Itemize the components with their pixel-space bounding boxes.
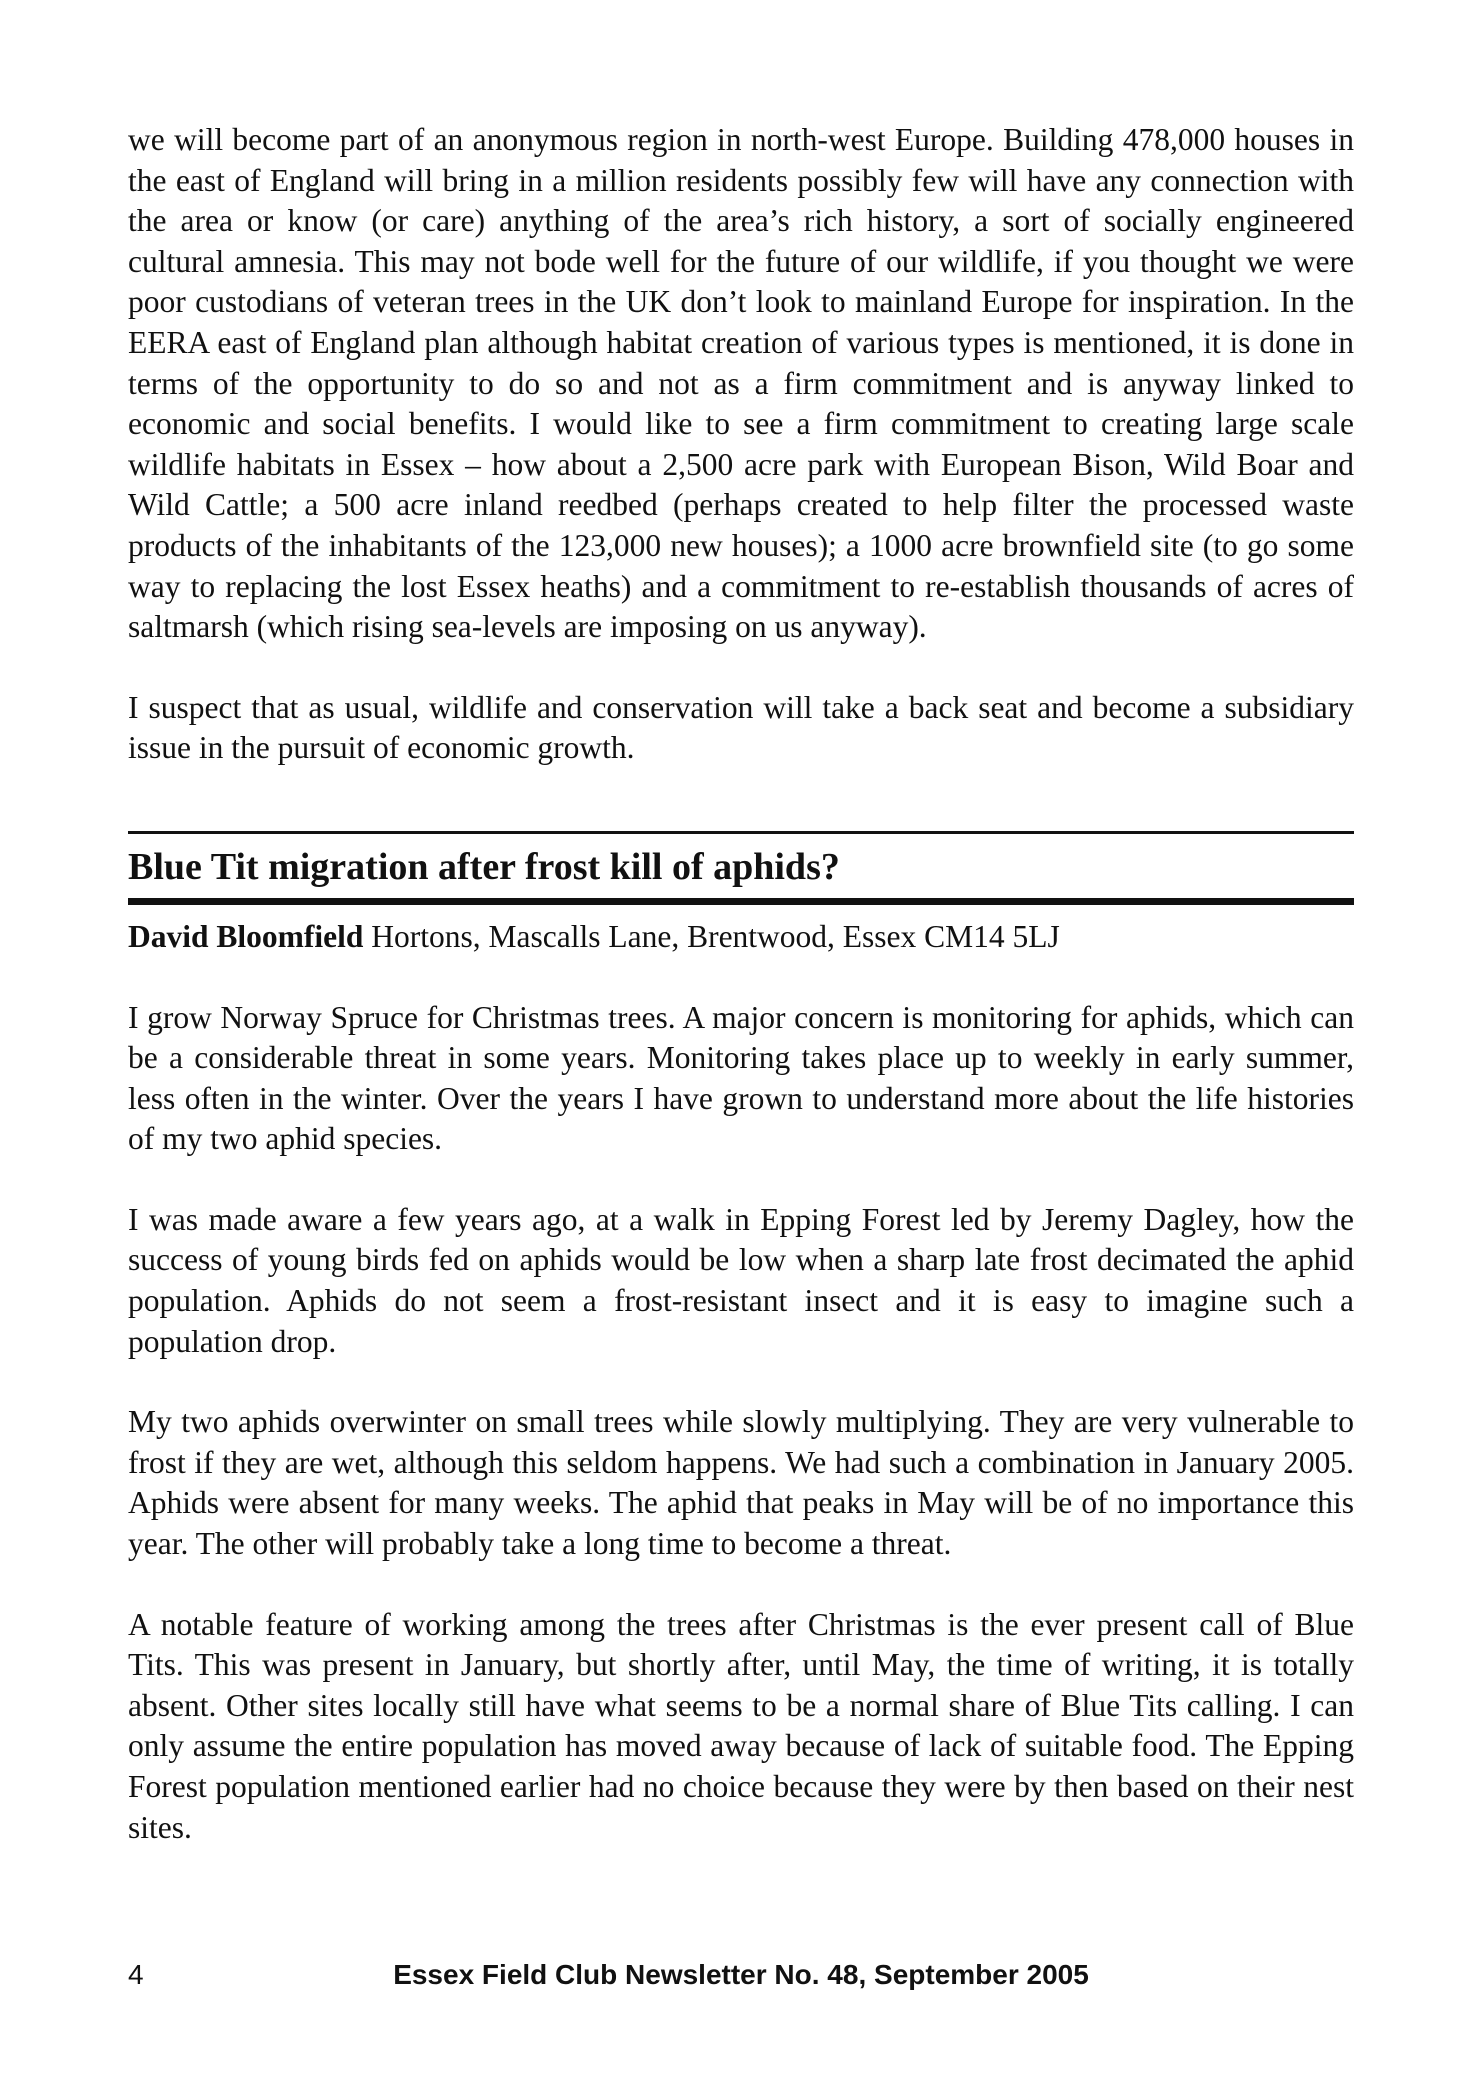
page-footer xyxy=(128,1955,1354,1995)
article-paragraph: I grow Norway Spruce for Christmas trees. A major concern is monitoring for aphids, which can be a considerable threat in some years. Monitoring takes place up to weekly in early summer, less often in the winter. Over the years I have grown to understand more about the life histories of my two aphid species. xyxy=(128,999,1354,1157)
body-paragraph: we will become part of an anonymous region in north-west Europe. Building 478,000 houses in the east of England will bring in a million residents possibly few will have any connection with the area or know (or care) anything of the area’s rich history, a sort of socially engineered cultural amnesia. This may not bode well for the future of our wildlife, if you thought we were poor custodians of veteran trees in the UK don’t look to mainland Europe for inspiration. In the EERA east of England plan although habitat creation of various types is mentioned, it is done in terms of the opportunity to do so and not as a firm commitment and is anyway linked to economic and social benefits. I would like to see a firm commitment to creating large scale wildlife habitats in Essex – how about a 2,500 acre park with European Bison, Wild Boar and Wild Cattle; a 500 acre inland reedbed (perhaps created to help filter the processed waste products of the inhabitants of the 123,000 new houses); a 1000 acre brownfield site (to go some way to replacing the lost Essex heaths) and a commitment to re-establish thousands of acres of saltmarsh (which rising sea-levels are imposing on us anyway). xyxy=(128,122,1354,645)
author-address: Hortons, Mascalls Lane, Brentwood, Essex CM14 5LJ xyxy=(363,918,1060,954)
article-paragraph: My two aphids overwinter on small trees while slowly multiplying. They are very vulnerable to frost if they are wet, although this seldom happens. We had such a combination in January 2005. Aphids were absent for many weeks. The aphid that peaks in May will be of no importance this year. The other will probably take a long time to become a threat. xyxy=(128,1404,1354,1562)
continued-article xyxy=(128,120,1354,769)
page-content xyxy=(128,120,1354,1848)
author-name: David Bloomfield xyxy=(128,918,364,954)
body-paragraph: I suspect that as usual, wildlife and conservation will take a back seat and become a subsidiary issue in the pursuit of economic growth. xyxy=(128,689,1354,766)
article-paragraph: I was made aware a few years ago, at a walk in Epping Forest led by Jeremy Dagley, how the success of young birds fed on aphids would be low when a sharp late frost decimated the aphid population. Aphids do not seem a frost-resistant insect and it is easy to imagine such a population drop. xyxy=(128,1201,1354,1359)
page-number: 4 xyxy=(128,1959,144,1990)
publication-title: Essex Field Club Newsletter No. 48, September 2005 xyxy=(393,1959,1089,1990)
article-section xyxy=(128,831,1354,1848)
byline xyxy=(128,917,1354,958)
article-paragraph: A notable feature of working among the trees after Christmas is the ever present call of Blue Tits. This was present in January, but shortly after, until May, the time of writing, it is totally absent. Other sites locally still have what seems to be a normal share of Blue Tits calling. I can only assume the entire population has moved away because of lack of suitable food. The Epping Forest population mentioned earlier had no choice because they were by then based on their nest sites. xyxy=(128,1606,1354,1845)
article-title: Blue Tit migration after frost kill of aphids? xyxy=(128,845,840,888)
heading-rule-bottom xyxy=(128,898,1354,905)
